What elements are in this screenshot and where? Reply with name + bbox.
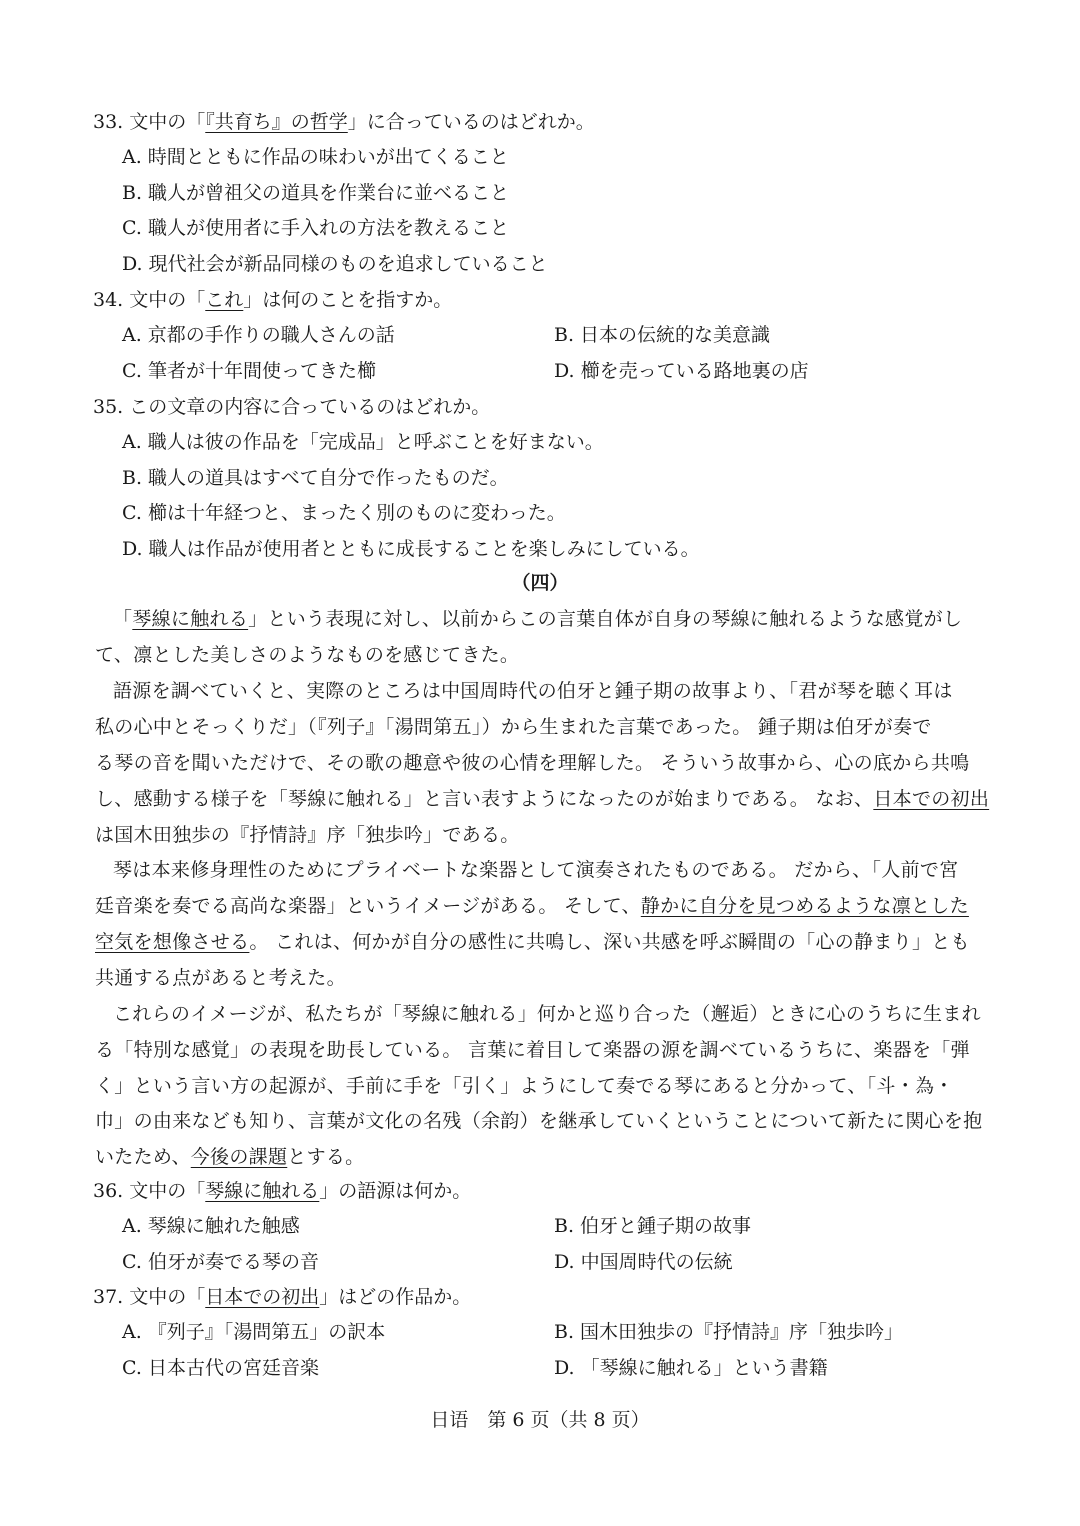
passage-p3-line4: 共通する点があると考えた。 bbox=[95, 967, 346, 989]
q34-option-d[interactable]: D. 櫛を売っている路地裏の店 bbox=[554, 360, 809, 382]
passage-p2-line4: し、感動する様子を「琴線に触れる」と言い表すようになったのが始まりである。 なお、日本での初出 bbox=[95, 788, 990, 810]
q36-option-b[interactable]: B. 伯牙と鍾子期の故事 bbox=[554, 1215, 752, 1237]
passage-p3-line2: 廷音楽を奏でる高尚な楽器」というイメージがある。 そして、静かに自分を見つめるような凛とした bbox=[95, 895, 969, 917]
question-36: 36. 文中の「琴線に触れる」の語源は何か。 bbox=[93, 1180, 472, 1202]
q33-option-d[interactable]: D. 現代社会が新品同様のものを追求していること bbox=[122, 253, 548, 275]
passage-p4-line1: これらのイメージが、私たちが「琴線に触れる」何かと巡り合った（邂逅）ときに心のうちに生まれ bbox=[113, 1003, 981, 1025]
passage-p2-line2: 私の心中とそっくりだ」（『列子』「湯問第五」）から生まれた言葉であった。 鍾子期は伯牙が奏で bbox=[95, 716, 932, 738]
passage-p2-line3: る琴の音を聞いただけで、その歌の趣意や彼の心情を理解した。 そういう故事から、心の底から共鳴 bbox=[95, 752, 970, 774]
question-34: 34. 文中の「これ」は何のことを指すか。 bbox=[93, 289, 453, 311]
q36-option-d[interactable]: D. 中国周時代の伝統 bbox=[554, 1251, 733, 1273]
passage-p3-line1: 琴は本来修身理性のためにプライベートな楽器として演奏されたものである。 だから、「人前で宮 bbox=[113, 859, 959, 881]
q34-option-c[interactable]: C. 筆者が十年間使ってきた櫛 bbox=[122, 360, 376, 382]
q36-option-c[interactable]: C. 伯牙が奏でる琴の音 bbox=[122, 1251, 319, 1273]
underlined-phrase: これ bbox=[205, 289, 244, 311]
passage-p3-line3: 空気を想像させる。 これは、何かが自分の感性に共鳴し、深い共感を呼ぶ瞬間の「心の静まり」とも bbox=[95, 931, 970, 953]
page-footer: 日语 第 6 页（共 8 页） bbox=[430, 1409, 650, 1431]
question-35: 35. この文章の内容に合っているのはどれか。 bbox=[93, 396, 491, 418]
q33-option-b[interactable]: B. 職人が曾祖父の道具を作業台に並べること bbox=[122, 182, 510, 204]
passage-p4-line5: いたため、今後の課題とする。 bbox=[95, 1146, 365, 1168]
underlined-phrase: 静かに自分を見つめるような凛とした bbox=[640, 895, 969, 917]
underlined-phrase: 『共育ち』の哲学 bbox=[205, 111, 348, 133]
q35-option-b[interactable]: B. 職人の道具はすべて自分で作ったものだ。 bbox=[122, 467, 509, 489]
underlined-phrase: 空気を想像させる bbox=[95, 931, 250, 953]
q35-option-a[interactable]: A. 職人は彼の作品を「完成品」と呼ぶことを好まない。 bbox=[122, 431, 604, 453]
underlined-phrase: 今後の課題 bbox=[190, 1146, 288, 1168]
q37-option-a[interactable]: A. 『列子』「湯問第五」の訳本 bbox=[122, 1321, 386, 1343]
underlined-phrase: 日本での初出 bbox=[205, 1286, 320, 1308]
passage-p1-line1: 「琴線に触れる」という表現に対し、以前からこの言葉自体が自身の琴線に触れるような感覚がし bbox=[113, 608, 963, 630]
passage-p2-line1: 語源を調べていくと、実際のところは中国周時代の伯牙と鍾子期の故事より、「君が琴を聴く耳は bbox=[113, 680, 953, 702]
section-title: （四） bbox=[511, 572, 569, 594]
q33-option-a[interactable]: A. 時間とともに作品の味わいが出てくること bbox=[122, 146, 509, 168]
q35-option-d[interactable]: D. 職人は作品が使用者とともに成長することを楽しみにしている。 bbox=[122, 538, 700, 560]
q37-option-c[interactable]: C. 日本古代の宮廷音楽 bbox=[122, 1357, 319, 1379]
underlined-phrase: 琴線に触れる bbox=[205, 1180, 320, 1202]
passage-p4-line2: る「特別な感覚」の表現を助長している。 言葉に着目して楽器の源を調べているうちに、楽器を「弾 bbox=[95, 1039, 970, 1061]
q34-option-b[interactable]: B. 日本の伝統的な美意識 bbox=[554, 324, 771, 346]
question-33: 33. 文中の「『共育ち』の哲学」に合っているのはどれか。 bbox=[93, 111, 595, 133]
q36-option-a[interactable]: A. 琴線に触れた触感 bbox=[122, 1215, 300, 1237]
passage-p1-line2: て、凛とした美しさのようなものを感じてきた。 bbox=[95, 644, 520, 666]
q35-option-c[interactable]: C. 櫛は十年経つと、まったく別のものに変わった。 bbox=[122, 502, 566, 524]
passage-p4-line3: く」という言い方の起源が、手前に手を「引く」ようにして奏でる琴にあると分かって、「斗・為・ bbox=[95, 1075, 954, 1097]
underlined-phrase: 琴線に触れる bbox=[132, 608, 249, 630]
q33-option-c[interactable]: C. 職人が使用者に手入れの方法を教えること bbox=[122, 217, 509, 239]
q37-option-b[interactable]: B. 国木田独歩の『抒情詩』序「独歩吟」 bbox=[554, 1321, 904, 1343]
underlined-phrase: 日本での初出 bbox=[873, 788, 990, 810]
q34-option-a[interactable]: A. 京都の手作りの職人さんの話 bbox=[122, 324, 395, 346]
passage-p4-line4: 巾」の由来なども知り、言葉が文化の名残（余韵）を継承していくということについて新たに関心を抱 bbox=[95, 1110, 983, 1132]
q37-option-d[interactable]: D. 「琴線に触れる」という書籍 bbox=[554, 1357, 828, 1379]
question-37: 37. 文中の「日本での初出」はどの作品か。 bbox=[93, 1286, 472, 1308]
passage-p2-line5: は国木田独歩の『抒情詩』序「独歩吟」である。 bbox=[95, 824, 520, 846]
